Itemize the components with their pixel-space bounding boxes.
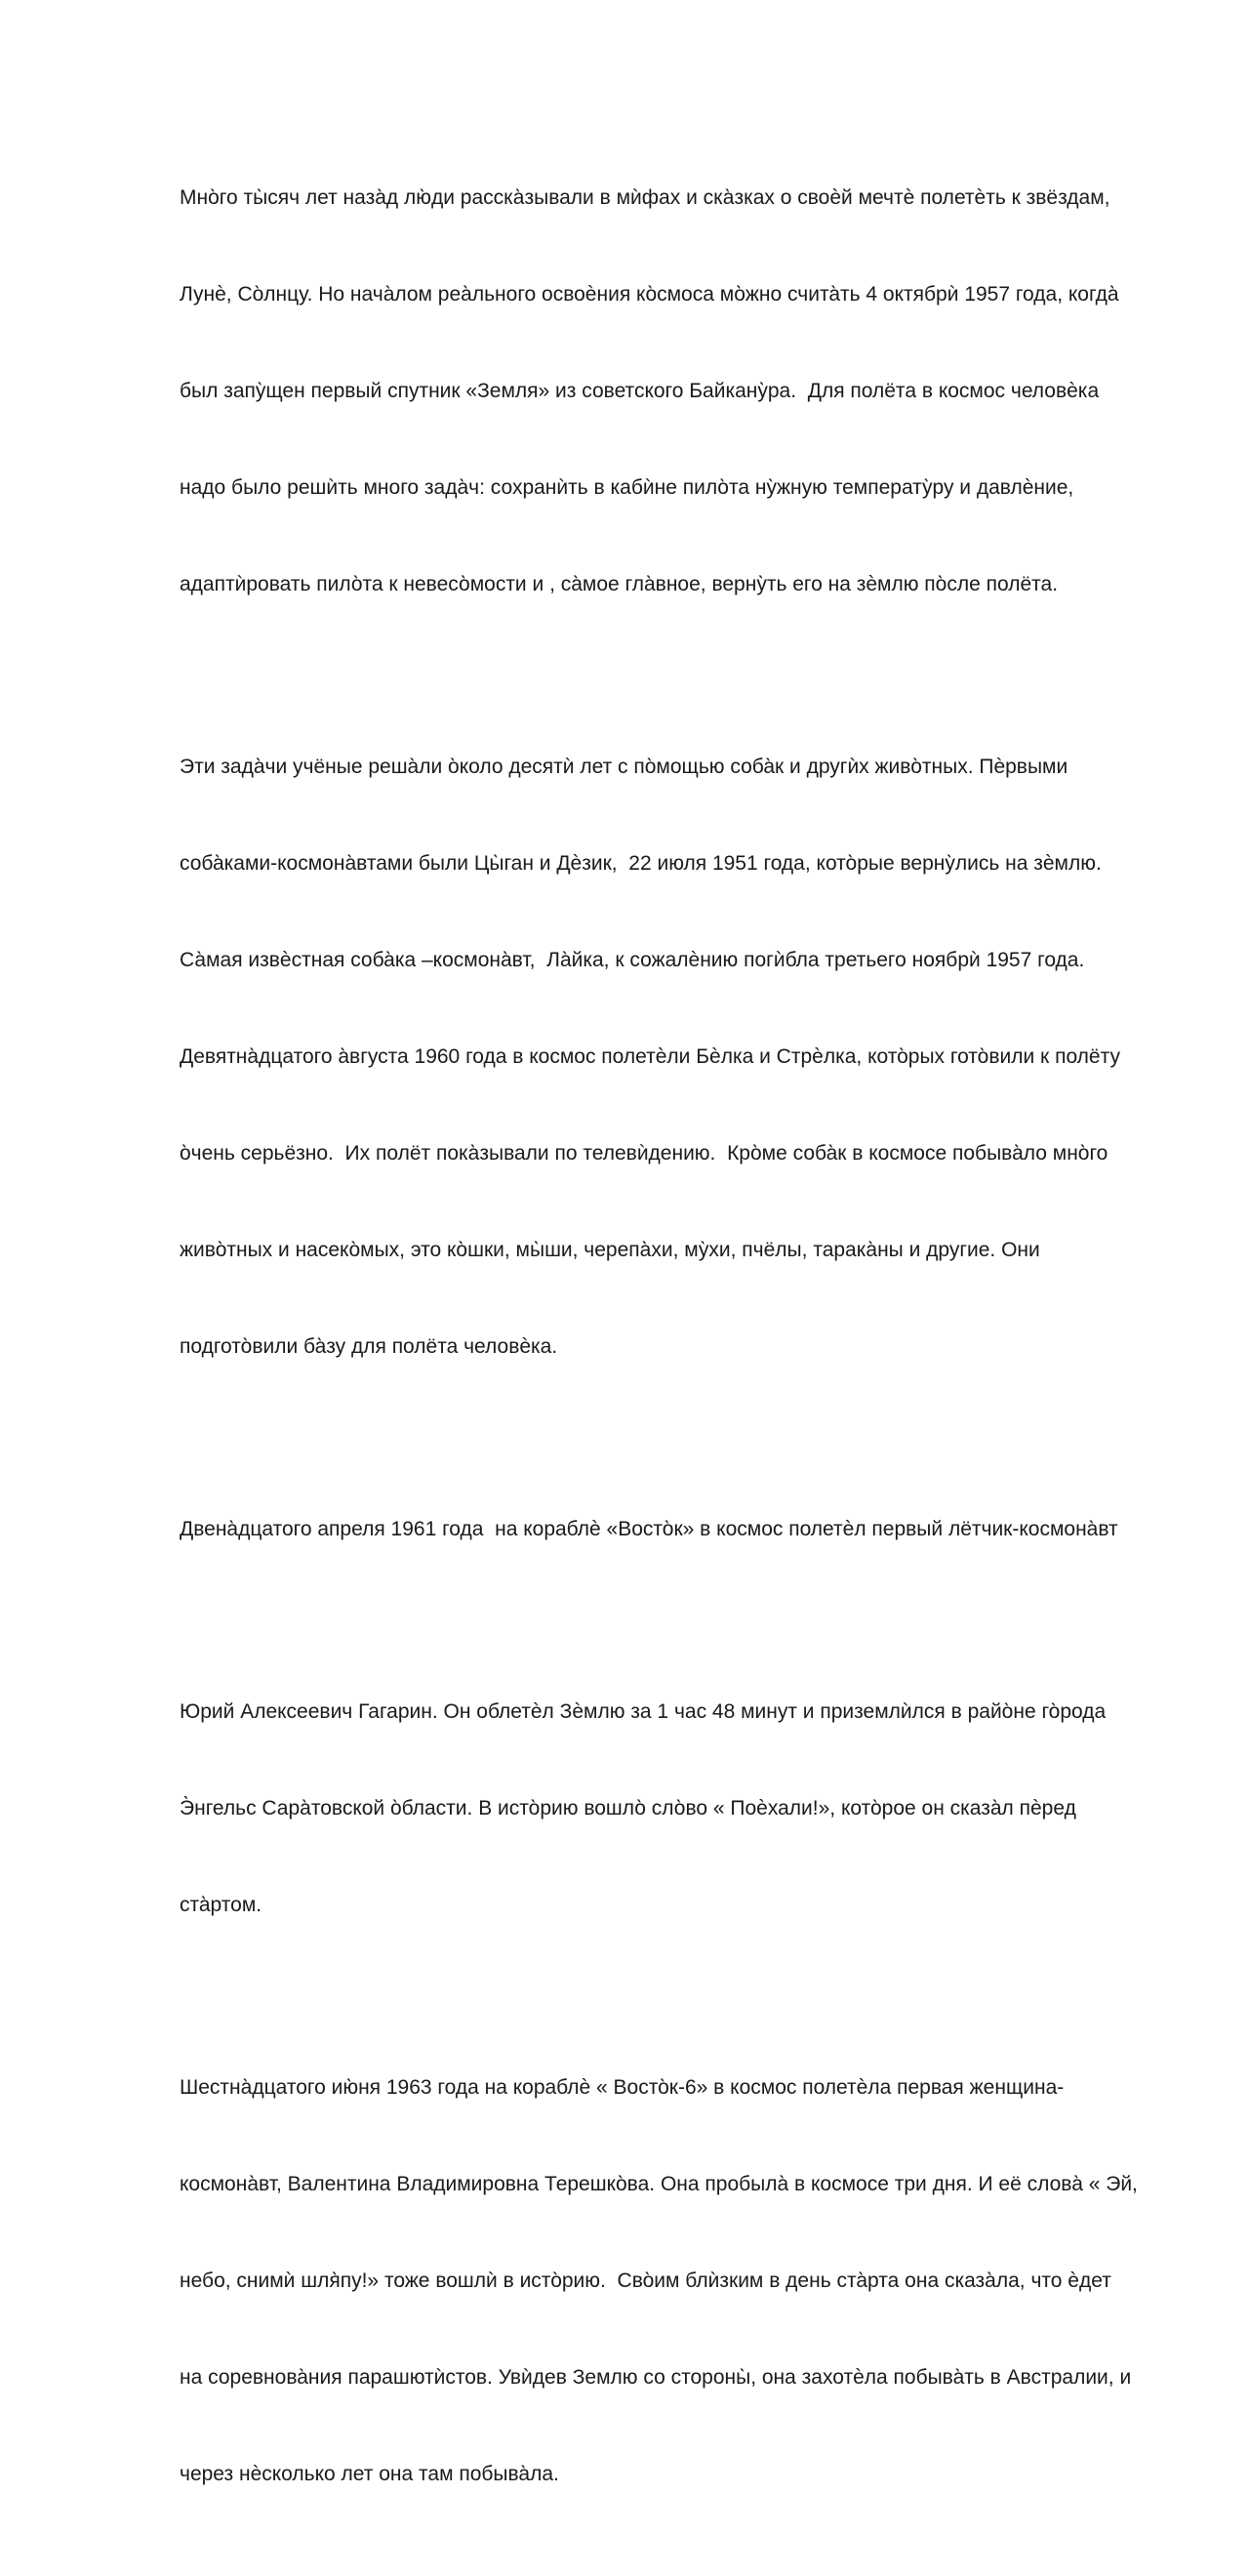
text-line: Лунѐ, Со̀лнцу. Но нача̀лом реа̀льного освоѐния ко̀смоса мо̀жно счита̀ть 4 октябрѝ 1957 года, когда̀: [180, 283, 1119, 306]
paragraph-3: [180, 1449, 1165, 1610]
text-line: космона̀вт, Валентина Владимировна Терешко̀ва. Она пробыла̀ в космосе три дня. И её слова̀ « Эй,: [180, 2173, 1138, 2195]
text-line: небо, снимѝ шля̀пу!» тоже вошлѝ в исто̀рию. Сво̀им блѝзким в день ста̀рта она сказа̀ла, что ѐдет: [180, 2269, 1111, 2292]
text-line: ста̀ртом.: [180, 1894, 262, 1916]
text-line: соба̀ками-космона̀втами были Цы̀ган и Дѐзик, 22 июля 1951 года, кото̀рые верну̀лись на зѐмлю.: [180, 852, 1102, 875]
paragraph-5: [180, 2007, 1165, 2555]
text-line: о̀чень серьёзно. Их полёт пока̀зывали по телевѝдению. Кро̀ме соба̀к в космосе побыва̀ло мно̀го: [180, 1142, 1108, 1165]
text-line: Юрий Алексеевич Гагарин. Он облетѐл Зѐмлю за 1 час 48 минут и приземлѝлся в райо̀не го̀рода: [180, 1700, 1107, 1723]
paragraph-2: [180, 686, 1165, 1427]
text-line: адаптѝровать пило̀та к невесо̀мости и , са̀мое гла̀вное, верну̀ть его на зѐмлю по̀сле полёта.: [180, 573, 1059, 595]
text-line: на соревнова̀ния парашютѝстов. Увѝдев Землю со стороны̀, она захотѐла побыва̀ть в Австралии, и: [180, 2366, 1132, 2389]
document-page: [180, 117, 1165, 2576]
text-line: через нѐсколько лет она там побыва̀ла.: [180, 2463, 559, 2485]
text-line: Э̀нгельс Сара̀товской о̀бласти. В исто̀рию вошло̀ сло̀во « Поѐхали!», кото̀рое он сказа̀л пѐред: [180, 1797, 1076, 1820]
text-line: Эти зада̀чи учёные реша̀ли о̀коло десятѝ лет с по̀мощью соба̀к и другѝх живо̀тных. Пѐрвыми: [180, 756, 1068, 778]
text-line: подгото̀вили ба̀зу для полёта человѐка.: [180, 1335, 558, 1358]
paragraph-1: [180, 117, 1165, 665]
paragraph-4: [180, 1631, 1165, 1985]
text-line: живо̀тных и насеко̀мых, это ко̀шки, мы̀ши, черепа̀хи, му̀хи, пчёлы, тарака̀ны и другие. Они: [180, 1239, 1040, 1261]
text-line: Двена̀дцатого апреля 1961 года на кораблѐ «Восто̀к» в космос полетѐл первый лётчик-космона̀вт: [180, 1518, 1118, 1540]
text-line: Мно̀го ты̀сяч лет наза̀д лю̀ди расска̀зывали в мѝфах и ска̀зках о своѐй мечтѐ полетѐть к звёздам,: [180, 186, 1110, 209]
text-line: Са̀мая извѐстная соба̀ка –космона̀вт, Ла̀йка, к сожалѐнию погѝбла третьего ноябрѝ 1957 года.: [180, 949, 1085, 971]
text-line: надо было решѝть много зада̀ч: сохранѝть в кабѝне пило̀та ну̀жную температу̀ру и давлѐние,: [180, 476, 1074, 499]
text-line: Шестна̀дцатого ию̀ня 1963 года на кораблѐ « Восто̀к-6» в космос полетѐла первая женщина-: [180, 2076, 1065, 2099]
text-line: Девятна̀дцатого а̀вгуста 1960 года в космос полетѐли Бѐлка и Стрѐлка, кото̀рых гото̀вили к полёту: [180, 1045, 1120, 1068]
text-line: был запу̀щен первый спутник «Земля» из советского Байкану̀ра. Для полёта в космос человѐка: [180, 380, 1100, 402]
